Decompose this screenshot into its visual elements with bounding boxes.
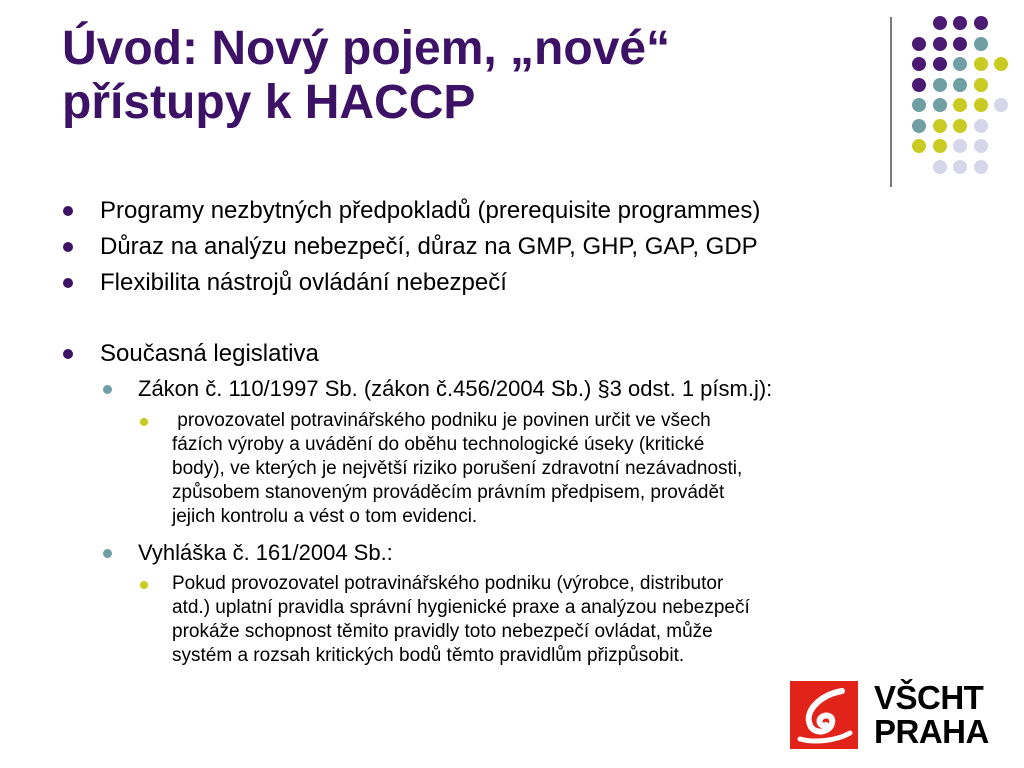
decorative-dot: [933, 139, 947, 153]
decree-text-line: systém a rozsah kritických bodů těmto pravidlům přizpůsobit.: [172, 645, 685, 666]
decorative-dot: [933, 160, 947, 174]
decorative-dot: [933, 57, 947, 71]
decorative-dot: [974, 78, 988, 92]
logo-line-1: VŠCHT: [874, 679, 984, 716]
decorative-dot: [933, 78, 947, 92]
sub-bullet-text: Zákon č. 110/1997 Sb. (zákon č.456/2004 Sb.) §3 odst. 1 písm.j):: [138, 376, 773, 401]
vscht-logo-wordmark: [874, 681, 989, 749]
decorative-dot: [933, 16, 947, 30]
bullet-text: Flexibilita nástrojů ovládání nebezpečí: [100, 269, 507, 296]
decorative-dot: [994, 98, 1008, 112]
decorative-dot: [912, 98, 926, 112]
logo-line-2: PRAHA: [874, 713, 989, 750]
bullet-dot: [63, 242, 73, 252]
decorative-dot: [974, 57, 988, 71]
decorative-dot: [974, 37, 988, 51]
decorative-dot: [953, 37, 967, 51]
decorative-dot: [974, 16, 988, 30]
law-text-line: provozovatel potravinářského podniku je povinen určit ve všech: [172, 410, 711, 431]
decree-text-block: [172, 572, 962, 668]
decree-text-line: prokáže schopnost těmito pravidly toto nebezpečí ovládat, může: [172, 621, 713, 642]
sub-sub-bullet-dot: [140, 418, 148, 426]
decorative-dot: [974, 119, 988, 133]
slide-title-line-2: přístupy k HACCP: [62, 76, 476, 129]
law-text-line: fázích výroby a uvádění do oběhu technologické úseky (kritické: [172, 434, 705, 455]
law-text-block: [172, 409, 962, 529]
decorative-dot-grid: [900, 12, 1020, 172]
decorative-dot: [974, 160, 988, 174]
decorative-dot: [974, 139, 988, 153]
decorative-dot: [912, 139, 926, 153]
vscht-logo-mark-icon: [790, 681, 858, 749]
decree-text-line: atd.) uplatní pravidla správní hygienické praxe a analýzou nebezpečí: [172, 597, 750, 618]
sub-bullet-dot: [103, 385, 112, 394]
vscht-logo: [790, 681, 1000, 751]
bullet-dot: [63, 206, 73, 216]
law-text-line: jejich kontrolu a vést o tom evidenci.: [172, 506, 478, 527]
decorative-dot: [933, 37, 947, 51]
decorative-dot: [994, 57, 1008, 71]
law-text-line: body), ve kterých je největší riziko porušení zdravotní nezávadnosti,: [172, 458, 743, 479]
decorative-dot: [953, 78, 967, 92]
decorative-dot: [953, 139, 967, 153]
sub-bullet-text: Vyhláška č. 161/2004 Sb.:: [138, 540, 393, 565]
decorative-dot: [953, 16, 967, 30]
bullet-dot: [63, 278, 73, 288]
decorative-dot: [933, 119, 947, 133]
decorative-dot: [953, 160, 967, 174]
decorative-dot: [953, 98, 967, 112]
bullet-text: Důraz na analýzu nebezpečí, důraz na GMP, GHP, GAP, GDP: [100, 233, 758, 260]
title-divider: [890, 17, 892, 187]
bullet-dot: [63, 349, 73, 359]
decorative-dot: [953, 119, 967, 133]
decorative-dot: [912, 119, 926, 133]
decree-text-line: Pokud provozovatel potravinářského podniku (výrobce, distributor: [172, 573, 724, 594]
decorative-dot: [912, 37, 926, 51]
slide-title-line-1: Úvod: Nový pojem, „nové“: [62, 22, 671, 75]
sub-sub-bullet-dot: [140, 581, 148, 589]
sub-bullet-dot: [103, 549, 112, 558]
law-text-line: způsobem stanoveným prováděcím právním předpisem, provádět: [172, 482, 725, 503]
decorative-dot: [912, 78, 926, 92]
decorative-dot: [933, 98, 947, 112]
decorative-dot: [974, 98, 988, 112]
decorative-dot: [912, 57, 926, 71]
slide-title: [62, 22, 862, 130]
decorative-dot: [953, 57, 967, 71]
bullet-text: Současná legislativa: [100, 340, 319, 367]
bullet-text: Programy nezbytných předpokladů (prerequisite programmes): [100, 197, 761, 224]
